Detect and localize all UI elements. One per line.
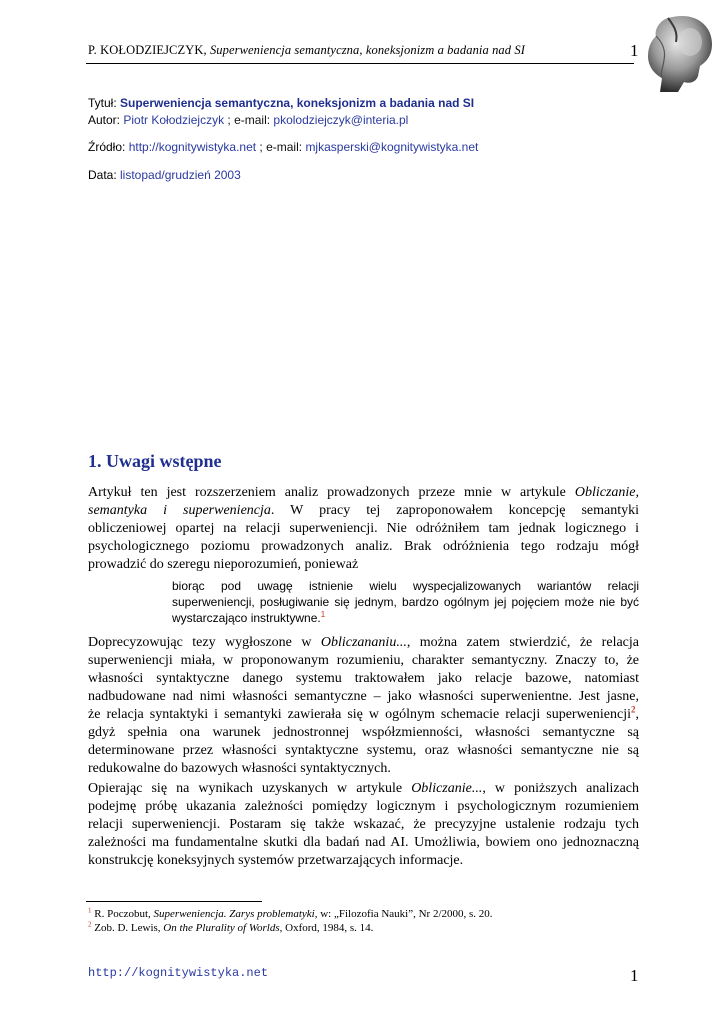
text-line: własności syntaktyczne danego systemu traktowałem jako relacje bazowe, natomiast bbox=[88, 671, 639, 686]
meta-source-email-link[interactable]: mjkasperski@kognitywistyka.net bbox=[305, 140, 479, 154]
running-header bbox=[88, 43, 525, 58]
meta-title-value: Superweniencja semantyczna, koneksjonizm a badania nad SI bbox=[120, 96, 475, 110]
footnote-number: 1 bbox=[88, 906, 92, 915]
footnote-1 bbox=[88, 908, 493, 920]
paragraph-2 bbox=[88, 634, 639, 778]
text-span: Doprecyzowując tezy wygłoszone w bbox=[88, 635, 321, 650]
footnote-number: 2 bbox=[88, 920, 92, 929]
text-span: że relacja syntaktyki i semantyki zawierała się w ogólnym schemacie relacji superweniencji bbox=[88, 707, 631, 722]
text-span: . W pracy tej zaproponowałem koncepcję semantyki bbox=[270, 503, 639, 518]
meta-author-email-link[interactable]: pkolodziejczyk@interia.pl bbox=[273, 113, 409, 127]
text-line: nadbudowane nad nimi własności semantyczne – jako własności superwenientne. Jest jasne, bbox=[88, 689, 639, 704]
text-span: R. Poczobut, bbox=[91, 908, 154, 920]
meta-source-line bbox=[88, 140, 478, 154]
paragraph-1 bbox=[88, 484, 639, 574]
header-rule bbox=[86, 63, 634, 64]
text-line: podejmę próbę ukazania zależności pomiędzy logicznym i psychologicznym rozumieniem bbox=[88, 799, 639, 814]
italic-title: Superweniencja. Zarys problematyki bbox=[153, 908, 315, 920]
text-line: obliczeniowej opartej na relacji superweniencji. Nie odróżniłem tam jednak logicznego i bbox=[88, 521, 639, 536]
text-span: wystarczająco instruktywne. bbox=[172, 611, 321, 625]
quote-line bbox=[172, 610, 639, 626]
footer-page-number: 1 bbox=[630, 966, 639, 985]
text-span: Artykuł ten jest rozszerzeniem analiz prowadzonych przeze mnie w artykule bbox=[88, 485, 575, 500]
italic-title: semantyka i superweniencja bbox=[88, 503, 271, 518]
meta-source-email-label: ; e-mail: bbox=[256, 140, 306, 154]
italic-title: On the Plurality of Worlds bbox=[163, 922, 280, 934]
meta-date-label: Data: bbox=[88, 168, 121, 182]
text-line: zależności ma fundamentalne skutki dla badań nad AI. Umożliwia, bowiem ono jednoznaczną bbox=[88, 835, 639, 850]
paragraph-3 bbox=[88, 780, 639, 870]
text-line: superweniencji miała, w proponowanym rozumieniu, charakter semantyczny. Znaczy to, że bbox=[88, 653, 639, 668]
footnote-ref-2[interactable]: 2 bbox=[631, 704, 636, 715]
text-line: psychologicznego poziomu prowadzonych analiz. Brak odróżnienia tego rodzaju mógł bbox=[88, 539, 639, 554]
meta-source-label: Źródło: bbox=[88, 140, 129, 154]
quote-line: superweniencji, posługiwanie się jednym, bardzo ogólnym jej pojęciem może nie być bbox=[172, 595, 639, 609]
meta-source-url-link[interactable]: http://kognitywistyka.net bbox=[128, 140, 257, 154]
text-span: Zob. D. Lewis, bbox=[91, 922, 164, 934]
text-line: gdyż spełnia ona warunek jednostronnej współzmienności, własności semantyczne są bbox=[88, 725, 639, 740]
section-heading: 1. Uwagi wstępne bbox=[88, 451, 222, 471]
header-page-number: 1 bbox=[630, 41, 639, 60]
text-line: redukowalne do bazowych własności syntaktycznych. bbox=[88, 761, 391, 776]
italic-title: Obliczananiu... bbox=[320, 635, 407, 650]
italic-title: Obliczanie... bbox=[411, 781, 483, 796]
meta-date-value: listopad/grudzień 2003 bbox=[120, 168, 241, 182]
footnote-2 bbox=[88, 922, 373, 934]
meta-author-label: Autor: bbox=[88, 113, 124, 127]
text-line bbox=[88, 634, 639, 652]
block-quote bbox=[172, 578, 639, 626]
text-span: , Oxford, 1984, s. 14. bbox=[279, 922, 374, 934]
text-line: relacji superweniencji. Postaram się także wskazać, że precyzyjne ustalenie rodzaju tych bbox=[88, 817, 639, 832]
text-line: prowadzić do szeregu nieporozumień, ponieważ bbox=[88, 557, 359, 572]
header-author: P. KOŁODZIEJCZYK, bbox=[88, 43, 210, 57]
meta-author-name: Piotr Kołodziejczyk bbox=[123, 113, 225, 127]
meta-author-email-label: ; e-mail: bbox=[224, 113, 274, 127]
text-line: determinowane przez własności syntaktyczne systemu, oraz własności semantyczne nie są bbox=[88, 743, 639, 758]
meta-title-label: Tytuł: bbox=[88, 96, 121, 110]
text-line bbox=[88, 706, 639, 724]
header-title: Superweniencja semantyczna, koneksjonizm a badania nad SI bbox=[209, 43, 525, 57]
quote-line: biorąc pod uwagę istnienie wielu wyspecjalizowanych wariantów relacji bbox=[172, 579, 639, 593]
text-span: Opierając się na wynikach uzyskanych w artykule bbox=[88, 781, 412, 796]
text-span: , można zatem stwierdzić, że relacja bbox=[406, 635, 639, 650]
text-span: , bbox=[635, 707, 639, 722]
footnote-separator bbox=[86, 901, 262, 902]
text-line bbox=[88, 502, 639, 520]
text-line bbox=[88, 780, 639, 798]
footnote-ref-1[interactable]: 1 bbox=[320, 610, 326, 619]
meta-date-line bbox=[88, 168, 241, 182]
text-line bbox=[88, 484, 639, 502]
text-line: konstrukcję koneksyjnych systemów przetwarzających informacje. bbox=[88, 853, 464, 868]
text-span: , w: „Filozofia Nauki”, Nr 2/2000, s. 20. bbox=[314, 908, 493, 920]
head-profile-logo-icon bbox=[638, 12, 720, 96]
text-span: , w poniższych analizach bbox=[482, 781, 639, 796]
meta-title-line bbox=[88, 96, 474, 110]
footer-url-link[interactable]: http://kognitywistyka.net bbox=[88, 966, 269, 980]
italic-title: Obliczanie, bbox=[574, 485, 639, 500]
meta-author-line bbox=[88, 113, 408, 127]
